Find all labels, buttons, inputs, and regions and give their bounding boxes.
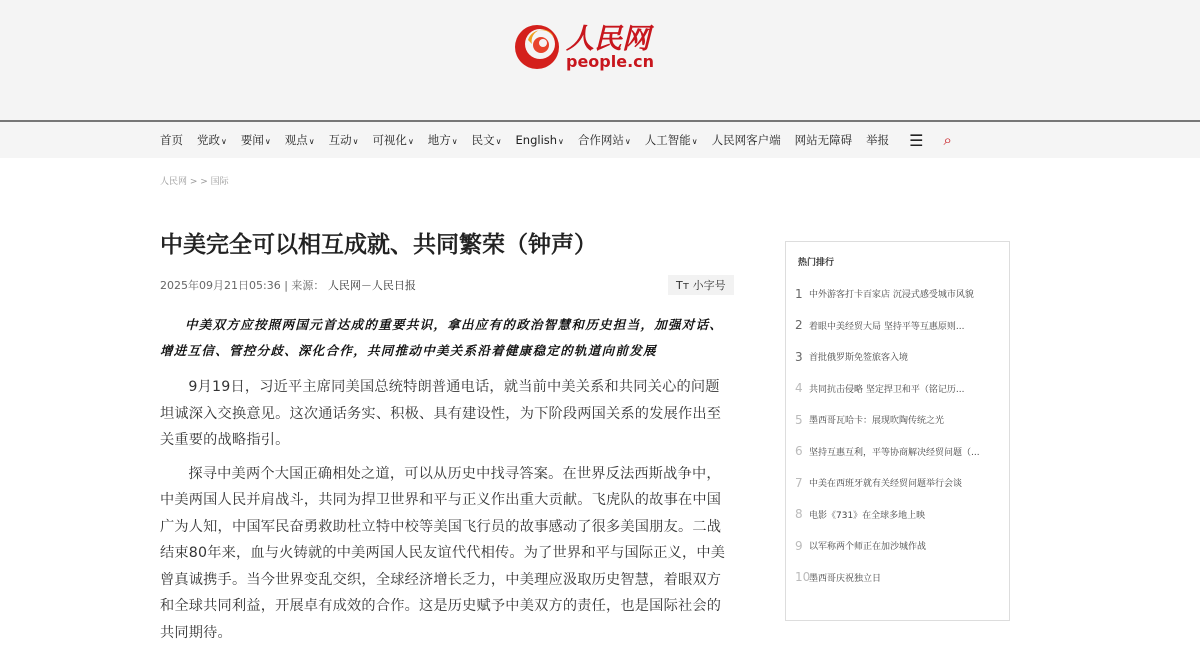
rank-title: 首批俄罗斯免签旅客入境 <box>809 353 909 364</box>
article-lead: 中美双方应按照两国元首达成的重要共识，拿出应有的政治智慧和历史担当，加强对话、增进互信、管控分歧、深化合作，共同推动中美关系沿着健康稳定的轨道向前发展 <box>160 317 724 358</box>
rank-title: 中外游客打卡百家店 沉浸式感受城市风貌 <box>809 290 974 301</box>
nav-item[interactable] <box>285 132 315 148</box>
search-icon[interactable]: ⌕ <box>943 131 952 149</box>
article-paragraph: 探寻中美两个大国正确相处之道，可以从历史中找寻答案。在世界反法西斯战争中，中美两国人民并肩战斗，共同为捍卫世界和平与正义作出重大贡献。飞虎队的故事在中国广为人知，中国军民奋勇救助杜立特中校等美国飞行员的故事感动了很多美国朋友。二战结束80年来，血与火铸就的中美两国人民友谊代代相传。为了世界和平与国际正义，中美曾真诚携手。当今世界变乱交织，全球经济增长乏力，中美理应汲取历史智慧，着眼双方和全球共同利益，开展卓有成效的合作。这是历史赋予中美双方的责任，也是国际社会的共同期待。 <box>160 465 726 641</box>
rank-number: 8 <box>795 507 803 522</box>
nav-item[interactable] <box>516 133 564 147</box>
font-size-button[interactable]: Tт 小字号 <box>668 275 734 295</box>
rank-number: 2 <box>795 318 803 333</box>
nav-item[interactable] <box>712 132 781 148</box>
chevron-down-icon: ∨ <box>558 137 564 146</box>
nav-item[interactable] <box>472 132 502 148</box>
article-meta <box>160 277 416 293</box>
nav-item-label: 网站无障碍 <box>794 133 853 147</box>
chevron-down-icon: ∨ <box>451 137 458 146</box>
chevron-down-icon: ∨ <box>691 137 698 146</box>
nav-item[interactable] <box>578 132 631 148</box>
chevron-down-icon: ∨ <box>407 137 414 146</box>
ranking-item[interactable] <box>786 310 1009 342</box>
nav-item-label: 合作网站 <box>577 133 624 147</box>
nav-item[interactable] <box>866 132 889 148</box>
rank-number: 7 <box>795 475 803 490</box>
people-cn-logo[interactable] <box>512 22 654 72</box>
nav-item-label: English <box>515 133 558 147</box>
nav-item-label: 可视化 <box>372 133 407 147</box>
menu-icon[interactable]: ☰ <box>909 130 924 150</box>
ranking-item[interactable] <box>786 373 1009 405</box>
rank-title: 共同抗击侵略 坚定捍卫和平（铭记历... <box>809 384 965 395</box>
nav-item[interactable] <box>645 132 698 148</box>
rank-number: 6 <box>795 444 803 459</box>
nav-item-label: 首页 <box>160 133 183 147</box>
nav-item-label: 民文 <box>471 133 495 147</box>
nav-item[interactable] <box>197 132 227 148</box>
article-title: 中美完全可以相互成就、共同繁荣（钟声） <box>160 232 597 258</box>
rank-title: 坚持互惠互利，平等协商解决经贸问题（... <box>809 447 980 458</box>
chevron-down-icon: ∨ <box>352 137 359 146</box>
nav-item-label: 人民网客户端 <box>711 133 781 147</box>
rank-number: 5 <box>795 412 803 427</box>
ranking-item[interactable] <box>786 562 1009 594</box>
nav-item[interactable] <box>329 132 359 148</box>
nav-item-label: 互动 <box>328 133 352 147</box>
source-label: | 来源： <box>284 279 325 292</box>
nav-item[interactable] <box>428 132 458 148</box>
nav-item-label: 要闻 <box>240 133 264 147</box>
rank-title: 墨西哥庆祝独立日 <box>809 573 882 584</box>
ranking-item[interactable] <box>786 467 1009 499</box>
nav-item-label: 党政 <box>197 133 220 147</box>
breadcrumb[interactable]: 人民网 > > 国际 <box>160 177 229 187</box>
nav-item[interactable] <box>160 132 183 148</box>
rank-number: 3 <box>795 349 803 364</box>
ranking-item[interactable] <box>786 436 1009 468</box>
nav-item[interactable] <box>372 132 413 148</box>
rank-number: 1 <box>795 286 803 301</box>
logo-cn-text: 人民网 <box>566 22 651 55</box>
nav-item-label: 人工智能 <box>644 133 691 147</box>
rank-title: 以军称两个师正在加沙城作战 <box>809 542 927 553</box>
ranking-item[interactable] <box>786 404 1009 436</box>
article-date: 2025年09月21日05:36 <box>160 279 281 292</box>
chevron-down-icon: ∨ <box>495 137 502 146</box>
nav-item-label: 观点 <box>284 133 308 147</box>
article-source[interactable]: 人民网－人民日报 <box>327 279 416 292</box>
nav-item-label: 举报 <box>866 133 890 147</box>
ranking-item[interactable] <box>786 341 1009 373</box>
nav-item-label: 地方 <box>427 133 451 147</box>
rank-title: 着眼中美经贸大局 坚持平等互惠原则... <box>809 321 965 332</box>
chevron-down-icon: ∨ <box>264 137 271 146</box>
rank-title: 电影《731》在全球多地上映 <box>809 510 926 521</box>
logo-swirl-icon <box>512 22 562 72</box>
rank-title: 墨西哥瓦哈卡：展现吹陶传统之光 <box>809 416 945 427</box>
ranking-item[interactable] <box>786 530 1009 562</box>
hot-ranking-panel <box>785 241 1010 621</box>
rank-title: 中美在西班牙就有关经贸问题举行会谈 <box>809 479 963 490</box>
rank-number: 9 <box>795 538 803 553</box>
chevron-down-icon: ∨ <box>308 137 315 146</box>
article-body <box>160 374 732 653</box>
hot-ranking-title: 热门排行 <box>798 258 835 268</box>
article-paragraph: 9月19日，习近平主席同美国总统特朗普通电话，就当前中美关系和共同关心的问题坦诚深入交换意见。这次通话务实、积极、具有建设性，为下阶段两国关系的发展作出至关重要的战略指引。 <box>160 379 722 448</box>
ranking-item[interactable] <box>786 499 1009 531</box>
main-nav <box>0 122 1200 158</box>
nav-item[interactable] <box>795 132 853 148</box>
rank-number: 10 <box>795 570 811 585</box>
chevron-down-icon: ∨ <box>221 137 227 146</box>
ranking-item[interactable] <box>786 278 1009 310</box>
rank-number: 4 <box>795 381 803 396</box>
logo-en-text: people.cn <box>566 52 655 71</box>
header <box>0 0 1200 120</box>
chevron-down-icon: ∨ <box>624 137 631 146</box>
nav-item[interactable] <box>241 132 271 148</box>
